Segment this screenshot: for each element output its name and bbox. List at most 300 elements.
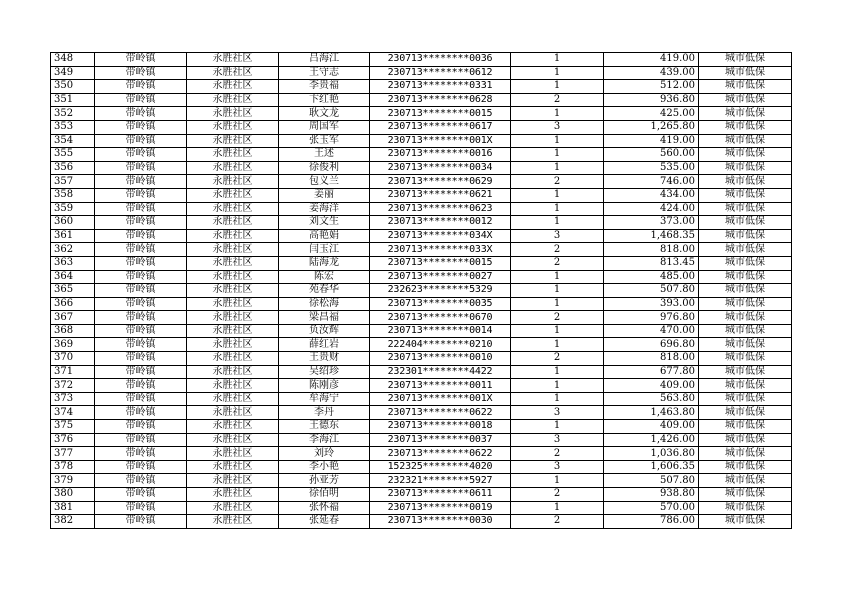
amount-cell: 813.45 bbox=[604, 256, 699, 270]
name-cell: 王守志 bbox=[279, 66, 370, 80]
town-cell: 带岭镇 bbox=[95, 175, 187, 189]
assistance-type-cell: 城市低保 bbox=[699, 338, 792, 352]
row-number: 353 bbox=[51, 120, 95, 134]
town-cell: 带岭镇 bbox=[95, 365, 187, 379]
community-cell: 永胜社区 bbox=[187, 148, 279, 162]
name-cell: 陈刚彦 bbox=[279, 379, 370, 393]
town-cell: 带岭镇 bbox=[95, 406, 187, 420]
community-cell: 永胜社区 bbox=[187, 515, 279, 529]
town-cell: 带岭镇 bbox=[95, 324, 187, 338]
amount-cell: 818.00 bbox=[604, 243, 699, 257]
amount-cell: 786.00 bbox=[604, 515, 699, 529]
row-number: 377 bbox=[51, 447, 95, 461]
row-number: 362 bbox=[51, 243, 95, 257]
amount-cell: 746.00 bbox=[604, 175, 699, 189]
assistance-type-cell: 城市低保 bbox=[699, 379, 792, 393]
amount-cell: 570.00 bbox=[604, 501, 699, 515]
name-cell: 包义兰 bbox=[279, 175, 370, 189]
household-count-cell: 1 bbox=[511, 379, 604, 393]
name-cell: 苑春华 bbox=[279, 284, 370, 298]
amount-cell: 470.00 bbox=[604, 324, 699, 338]
records-table bbox=[50, 52, 792, 529]
name-cell: 刘文生 bbox=[279, 216, 370, 230]
id-number-cell: 230713********0612 bbox=[370, 66, 511, 80]
community-cell: 永胜社区 bbox=[187, 379, 279, 393]
community-cell: 永胜社区 bbox=[187, 460, 279, 474]
table-row bbox=[51, 392, 792, 406]
household-count-cell: 1 bbox=[511, 188, 604, 202]
row-number: 363 bbox=[51, 256, 95, 270]
amount-cell: 677.80 bbox=[604, 365, 699, 379]
name-cell: 张延春 bbox=[279, 515, 370, 529]
name-cell: 陈宏 bbox=[279, 270, 370, 284]
name-cell: 吴绍珍 bbox=[279, 365, 370, 379]
household-count-cell: 2 bbox=[511, 256, 604, 270]
row-number: 372 bbox=[51, 379, 95, 393]
id-number-cell: 152325********4020 bbox=[370, 460, 511, 474]
assistance-type-cell: 城市低保 bbox=[699, 406, 792, 420]
name-cell: 薛红岩 bbox=[279, 338, 370, 352]
amount-cell: 424.00 bbox=[604, 202, 699, 216]
table-row bbox=[51, 447, 792, 461]
assistance-type-cell: 城市低保 bbox=[699, 175, 792, 189]
assistance-type-cell: 城市低保 bbox=[699, 120, 792, 134]
household-count-cell: 2 bbox=[511, 311, 604, 325]
town-cell: 带岭镇 bbox=[95, 515, 187, 529]
row-number: 369 bbox=[51, 338, 95, 352]
id-number-cell: 230713********034X bbox=[370, 229, 511, 243]
household-count-cell: 1 bbox=[511, 392, 604, 406]
amount-cell: 1,265.80 bbox=[604, 120, 699, 134]
amount-cell: 507.80 bbox=[604, 284, 699, 298]
amount-cell: 976.80 bbox=[604, 311, 699, 325]
amount-cell: 1,036.80 bbox=[604, 447, 699, 461]
table-row bbox=[51, 352, 792, 366]
row-number: 370 bbox=[51, 352, 95, 366]
assistance-type-cell: 城市低保 bbox=[699, 93, 792, 107]
name-cell: 王述 bbox=[279, 148, 370, 162]
community-cell: 永胜社区 bbox=[187, 80, 279, 94]
id-number-cell: 230713********001X bbox=[370, 392, 511, 406]
name-cell: 孙亚芳 bbox=[279, 474, 370, 488]
town-cell: 带岭镇 bbox=[95, 161, 187, 175]
name-cell: 徐俊利 bbox=[279, 161, 370, 175]
community-cell: 永胜社区 bbox=[187, 365, 279, 379]
table-row bbox=[51, 66, 792, 80]
id-number-cell: 230713********0622 bbox=[370, 447, 511, 461]
amount-cell: 485.00 bbox=[604, 270, 699, 284]
id-number-cell: 232301********4422 bbox=[370, 365, 511, 379]
community-cell: 永胜社区 bbox=[187, 311, 279, 325]
assistance-type-cell: 城市低保 bbox=[699, 148, 792, 162]
amount-cell: 938.80 bbox=[604, 488, 699, 502]
assistance-type-cell: 城市低保 bbox=[699, 216, 792, 230]
amount-cell: 425.00 bbox=[604, 107, 699, 121]
household-count-cell: 3 bbox=[511, 406, 604, 420]
assistance-type-cell: 城市低保 bbox=[699, 53, 792, 67]
id-number-cell: 230713********0035 bbox=[370, 297, 511, 311]
assistance-type-cell: 城市低保 bbox=[699, 161, 792, 175]
id-number-cell: 230713********0011 bbox=[370, 379, 511, 393]
assistance-type-cell: 城市低保 bbox=[699, 420, 792, 434]
row-number: 365 bbox=[51, 284, 95, 298]
amount-cell: 419.00 bbox=[604, 53, 699, 67]
row-number: 379 bbox=[51, 474, 95, 488]
amount-cell: 373.00 bbox=[604, 216, 699, 230]
town-cell: 带岭镇 bbox=[95, 66, 187, 80]
community-cell: 永胜社区 bbox=[187, 202, 279, 216]
table-row bbox=[51, 107, 792, 121]
assistance-type-cell: 城市低保 bbox=[699, 515, 792, 529]
table-row bbox=[51, 488, 792, 502]
household-count-cell: 1 bbox=[511, 420, 604, 434]
community-cell: 永胜社区 bbox=[187, 406, 279, 420]
row-number: 378 bbox=[51, 460, 95, 474]
town-cell: 带岭镇 bbox=[95, 243, 187, 257]
town-cell: 带岭镇 bbox=[95, 229, 187, 243]
town-cell: 带岭镇 bbox=[95, 93, 187, 107]
town-cell: 带岭镇 bbox=[95, 338, 187, 352]
household-count-cell: 2 bbox=[511, 243, 604, 257]
amount-cell: 818.00 bbox=[604, 352, 699, 366]
table-row bbox=[51, 202, 792, 216]
table-row bbox=[51, 216, 792, 230]
amount-cell: 409.00 bbox=[604, 379, 699, 393]
town-cell: 带岭镇 bbox=[95, 297, 187, 311]
row-number: 374 bbox=[51, 406, 95, 420]
household-count-cell: 2 bbox=[511, 488, 604, 502]
household-count-cell: 1 bbox=[511, 134, 604, 148]
amount-cell: 535.00 bbox=[604, 161, 699, 175]
row-number: 350 bbox=[51, 80, 95, 94]
table-row bbox=[51, 433, 792, 447]
amount-cell: 409.00 bbox=[604, 420, 699, 434]
table-row bbox=[51, 515, 792, 529]
row-number: 368 bbox=[51, 324, 95, 338]
table-row bbox=[51, 365, 792, 379]
row-number: 371 bbox=[51, 365, 95, 379]
town-cell: 带岭镇 bbox=[95, 120, 187, 134]
id-number-cell: 230713********0027 bbox=[370, 270, 511, 284]
id-number-cell: 230713********0010 bbox=[370, 352, 511, 366]
town-cell: 带岭镇 bbox=[95, 311, 187, 325]
table-row bbox=[51, 53, 792, 67]
name-cell: 卞红艳 bbox=[279, 93, 370, 107]
community-cell: 永胜社区 bbox=[187, 392, 279, 406]
town-cell: 带岭镇 bbox=[95, 188, 187, 202]
id-number-cell: 232321********5927 bbox=[370, 474, 511, 488]
household-count-cell: 1 bbox=[511, 501, 604, 515]
assistance-type-cell: 城市低保 bbox=[699, 352, 792, 366]
table-row bbox=[51, 229, 792, 243]
table-row bbox=[51, 420, 792, 434]
assistance-type-cell: 城市低保 bbox=[699, 202, 792, 216]
row-number: 360 bbox=[51, 216, 95, 230]
table-row bbox=[51, 243, 792, 257]
assistance-type-cell: 城市低保 bbox=[699, 256, 792, 270]
community-cell: 永胜社区 bbox=[187, 474, 279, 488]
name-cell: 张怀福 bbox=[279, 501, 370, 515]
row-number: 382 bbox=[51, 515, 95, 529]
table-row bbox=[51, 188, 792, 202]
household-count-cell: 2 bbox=[511, 93, 604, 107]
community-cell: 永胜社区 bbox=[187, 297, 279, 311]
household-count-cell: 3 bbox=[511, 229, 604, 243]
id-number-cell: 230713********0015 bbox=[370, 256, 511, 270]
id-number-cell: 230713********033X bbox=[370, 243, 511, 257]
name-cell: 李丹 bbox=[279, 406, 370, 420]
table-row bbox=[51, 256, 792, 270]
amount-cell: 507.80 bbox=[604, 474, 699, 488]
id-number-cell: 230713********0622 bbox=[370, 406, 511, 420]
row-number: 355 bbox=[51, 148, 95, 162]
town-cell: 带岭镇 bbox=[95, 202, 187, 216]
name-cell: 徐佰明 bbox=[279, 488, 370, 502]
row-number: 356 bbox=[51, 161, 95, 175]
household-count-cell: 1 bbox=[511, 216, 604, 230]
id-number-cell: 230713********0030 bbox=[370, 515, 511, 529]
name-cell: 姜海洋 bbox=[279, 202, 370, 216]
id-number-cell: 230713********001X bbox=[370, 134, 511, 148]
name-cell: 王德东 bbox=[279, 420, 370, 434]
household-count-cell: 1 bbox=[511, 284, 604, 298]
amount-cell: 1,468.35 bbox=[604, 229, 699, 243]
id-number-cell: 230713********0670 bbox=[370, 311, 511, 325]
id-number-cell: 230713********0018 bbox=[370, 420, 511, 434]
id-number-cell: 230713********0611 bbox=[370, 488, 511, 502]
row-number: 351 bbox=[51, 93, 95, 107]
assistance-type-cell: 城市低保 bbox=[699, 447, 792, 461]
table-row bbox=[51, 324, 792, 338]
town-cell: 带岭镇 bbox=[95, 501, 187, 515]
name-cell: 李小艳 bbox=[279, 460, 370, 474]
table-row bbox=[51, 284, 792, 298]
assistance-type-cell: 城市低保 bbox=[699, 188, 792, 202]
name-cell: 梁昌福 bbox=[279, 311, 370, 325]
row-number: 352 bbox=[51, 107, 95, 121]
community-cell: 永胜社区 bbox=[187, 53, 279, 67]
table-row bbox=[51, 134, 792, 148]
id-number-cell: 230713********0621 bbox=[370, 188, 511, 202]
household-count-cell: 1 bbox=[511, 338, 604, 352]
name-cell: 陆海龙 bbox=[279, 256, 370, 270]
name-cell: 张玉军 bbox=[279, 134, 370, 148]
community-cell: 永胜社区 bbox=[187, 107, 279, 121]
amount-cell: 512.00 bbox=[604, 80, 699, 94]
row-number: 366 bbox=[51, 297, 95, 311]
household-count-cell: 2 bbox=[511, 175, 604, 189]
id-number-cell: 230713********0617 bbox=[370, 120, 511, 134]
community-cell: 永胜社区 bbox=[187, 175, 279, 189]
row-number: 373 bbox=[51, 392, 95, 406]
community-cell: 永胜社区 bbox=[187, 324, 279, 338]
household-count-cell: 1 bbox=[511, 365, 604, 379]
assistance-type-cell: 城市低保 bbox=[699, 284, 792, 298]
community-cell: 永胜社区 bbox=[187, 120, 279, 134]
household-count-cell: 1 bbox=[511, 474, 604, 488]
name-cell: 李海江 bbox=[279, 433, 370, 447]
table-body bbox=[51, 53, 792, 529]
amount-cell: 393.00 bbox=[604, 297, 699, 311]
id-number-cell: 230713********0629 bbox=[370, 175, 511, 189]
assistance-type-cell: 城市低保 bbox=[699, 270, 792, 284]
table-row bbox=[51, 148, 792, 162]
table-row bbox=[51, 338, 792, 352]
table-row bbox=[51, 501, 792, 515]
amount-cell: 696.80 bbox=[604, 338, 699, 352]
town-cell: 带岭镇 bbox=[95, 284, 187, 298]
table-row bbox=[51, 270, 792, 284]
id-number-cell: 230713********0016 bbox=[370, 148, 511, 162]
household-count-cell: 1 bbox=[511, 66, 604, 80]
amount-cell: 1,463.80 bbox=[604, 406, 699, 420]
amount-cell: 560.00 bbox=[604, 148, 699, 162]
assistance-type-cell: 城市低保 bbox=[699, 66, 792, 80]
community-cell: 永胜社区 bbox=[187, 420, 279, 434]
id-number-cell: 232623********5329 bbox=[370, 284, 511, 298]
household-count-cell: 1 bbox=[511, 270, 604, 284]
assistance-type-cell: 城市低保 bbox=[699, 243, 792, 257]
household-count-cell: 1 bbox=[511, 161, 604, 175]
household-count-cell: 1 bbox=[511, 53, 604, 67]
row-number: 357 bbox=[51, 175, 95, 189]
table-row bbox=[51, 297, 792, 311]
community-cell: 永胜社区 bbox=[187, 501, 279, 515]
household-count-cell: 1 bbox=[511, 202, 604, 216]
assistance-type-cell: 城市低保 bbox=[699, 460, 792, 474]
town-cell: 带岭镇 bbox=[95, 53, 187, 67]
town-cell: 带岭镇 bbox=[95, 270, 187, 284]
id-number-cell: 230713********0019 bbox=[370, 501, 511, 515]
name-cell: 耿文龙 bbox=[279, 107, 370, 121]
household-count-cell: 3 bbox=[511, 120, 604, 134]
community-cell: 永胜社区 bbox=[187, 161, 279, 175]
household-count-cell: 1 bbox=[511, 297, 604, 311]
row-number: 376 bbox=[51, 433, 95, 447]
id-number-cell: 230713********0036 bbox=[370, 53, 511, 67]
name-cell: 周国军 bbox=[279, 120, 370, 134]
amount-cell: 1,426.00 bbox=[604, 433, 699, 447]
id-number-cell: 230713********0331 bbox=[370, 80, 511, 94]
table-row bbox=[51, 406, 792, 420]
community-cell: 永胜社区 bbox=[187, 338, 279, 352]
table-row bbox=[51, 80, 792, 94]
community-cell: 永胜社区 bbox=[187, 229, 279, 243]
town-cell: 带岭镇 bbox=[95, 392, 187, 406]
household-count-cell: 3 bbox=[511, 460, 604, 474]
name-cell: 闫玉江 bbox=[279, 243, 370, 257]
community-cell: 永胜社区 bbox=[187, 243, 279, 257]
name-cell: 刘玲 bbox=[279, 447, 370, 461]
town-cell: 带岭镇 bbox=[95, 488, 187, 502]
id-number-cell: 230713********0014 bbox=[370, 324, 511, 338]
community-cell: 永胜社区 bbox=[187, 270, 279, 284]
household-count-cell: 2 bbox=[511, 352, 604, 366]
name-cell: 吕海江 bbox=[279, 53, 370, 67]
household-count-cell: 1 bbox=[511, 80, 604, 94]
row-number: 358 bbox=[51, 188, 95, 202]
town-cell: 带岭镇 bbox=[95, 80, 187, 94]
amount-cell: 936.80 bbox=[604, 93, 699, 107]
name-cell: 负汝辉 bbox=[279, 324, 370, 338]
id-number-cell: 230713********0015 bbox=[370, 107, 511, 121]
table-row bbox=[51, 311, 792, 325]
town-cell: 带岭镇 bbox=[95, 447, 187, 461]
document-page bbox=[50, 52, 791, 529]
table-row bbox=[51, 460, 792, 474]
town-cell: 带岭镇 bbox=[95, 352, 187, 366]
community-cell: 永胜社区 bbox=[187, 188, 279, 202]
table-row bbox=[51, 379, 792, 393]
table-row bbox=[51, 161, 792, 175]
household-count-cell: 3 bbox=[511, 433, 604, 447]
assistance-type-cell: 城市低保 bbox=[699, 392, 792, 406]
town-cell: 带岭镇 bbox=[95, 256, 187, 270]
name-cell: 姜丽 bbox=[279, 188, 370, 202]
assistance-type-cell: 城市低保 bbox=[699, 134, 792, 148]
row-number: 375 bbox=[51, 420, 95, 434]
community-cell: 永胜社区 bbox=[187, 256, 279, 270]
assistance-type-cell: 城市低保 bbox=[699, 474, 792, 488]
assistance-type-cell: 城市低保 bbox=[699, 80, 792, 94]
id-number-cell: 222404********0210 bbox=[370, 338, 511, 352]
town-cell: 带岭镇 bbox=[95, 148, 187, 162]
household-count-cell: 1 bbox=[511, 107, 604, 121]
amount-cell: 434.00 bbox=[604, 188, 699, 202]
table-row bbox=[51, 93, 792, 107]
town-cell: 带岭镇 bbox=[95, 134, 187, 148]
community-cell: 永胜社区 bbox=[187, 134, 279, 148]
town-cell: 带岭镇 bbox=[95, 474, 187, 488]
id-number-cell: 230713********0037 bbox=[370, 433, 511, 447]
household-count-cell: 2 bbox=[511, 515, 604, 529]
town-cell: 带岭镇 bbox=[95, 216, 187, 230]
row-number: 364 bbox=[51, 270, 95, 284]
assistance-type-cell: 城市低保 bbox=[699, 229, 792, 243]
town-cell: 带岭镇 bbox=[95, 107, 187, 121]
assistance-type-cell: 城市低保 bbox=[699, 365, 792, 379]
row-number: 367 bbox=[51, 311, 95, 325]
amount-cell: 419.00 bbox=[604, 134, 699, 148]
community-cell: 永胜社区 bbox=[187, 352, 279, 366]
assistance-type-cell: 城市低保 bbox=[699, 488, 792, 502]
town-cell: 带岭镇 bbox=[95, 420, 187, 434]
assistance-type-cell: 城市低保 bbox=[699, 297, 792, 311]
assistance-type-cell: 城市低保 bbox=[699, 433, 792, 447]
community-cell: 永胜社区 bbox=[187, 488, 279, 502]
table-row bbox=[51, 175, 792, 189]
name-cell: 王贵财 bbox=[279, 352, 370, 366]
row-number: 381 bbox=[51, 501, 95, 515]
community-cell: 永胜社区 bbox=[187, 447, 279, 461]
amount-cell: 439.00 bbox=[604, 66, 699, 80]
amount-cell: 563.80 bbox=[604, 392, 699, 406]
id-number-cell: 230713********0012 bbox=[370, 216, 511, 230]
table-row bbox=[51, 120, 792, 134]
row-number: 348 bbox=[51, 53, 95, 67]
assistance-type-cell: 城市低保 bbox=[699, 311, 792, 325]
name-cell: 李贵福 bbox=[279, 80, 370, 94]
id-number-cell: 230713********0623 bbox=[370, 202, 511, 216]
household-count-cell: 1 bbox=[511, 324, 604, 338]
row-number: 361 bbox=[51, 229, 95, 243]
community-cell: 永胜社区 bbox=[187, 216, 279, 230]
household-count-cell: 1 bbox=[511, 148, 604, 162]
community-cell: 永胜社区 bbox=[187, 93, 279, 107]
town-cell: 带岭镇 bbox=[95, 379, 187, 393]
row-number: 354 bbox=[51, 134, 95, 148]
community-cell: 永胜社区 bbox=[187, 66, 279, 80]
